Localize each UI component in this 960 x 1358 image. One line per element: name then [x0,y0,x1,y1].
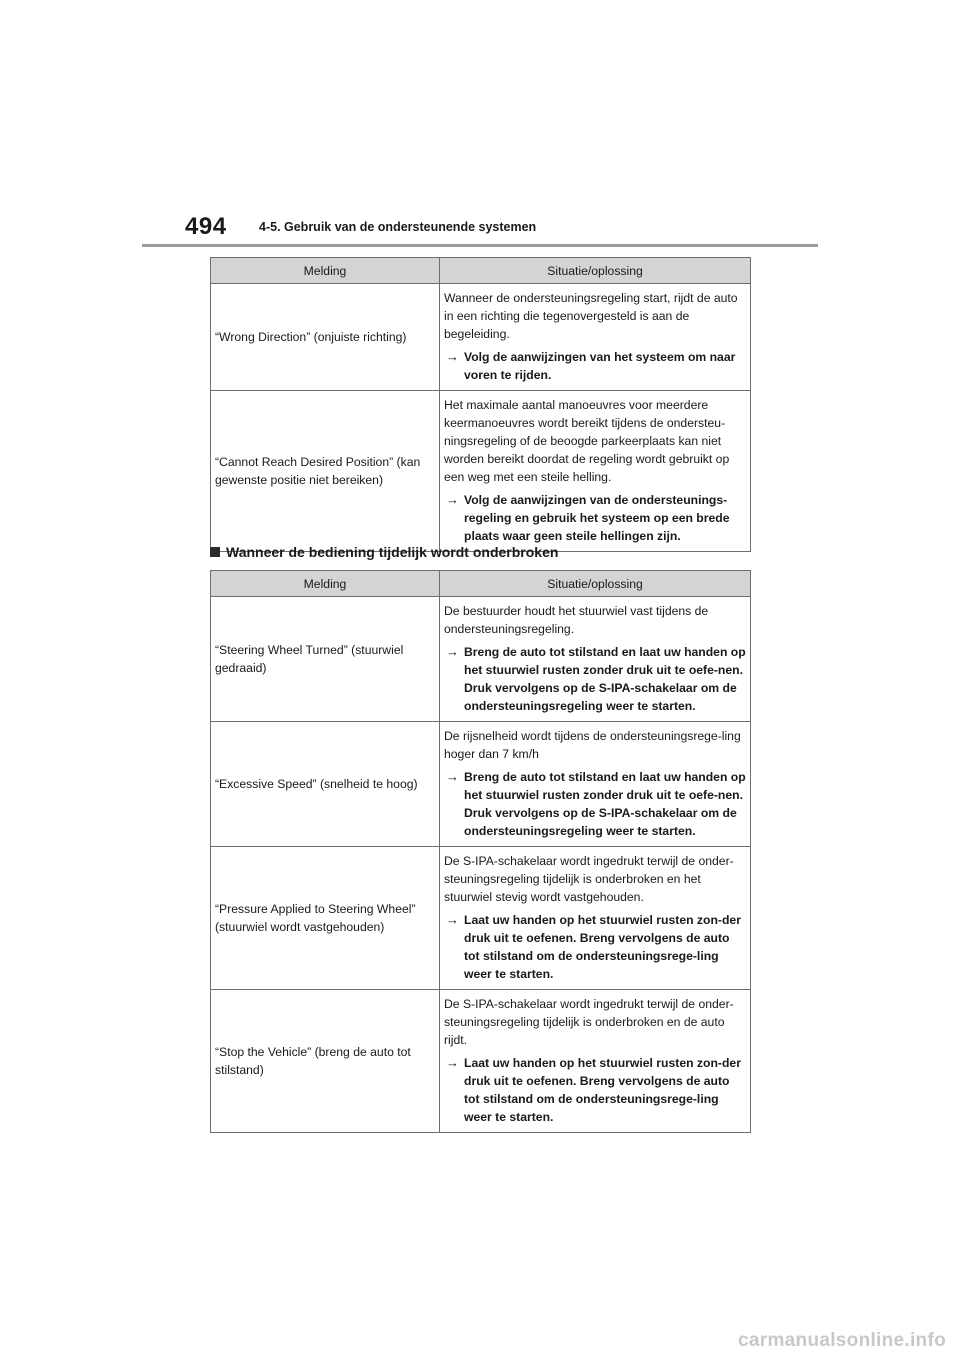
solution-text: Breng de auto tot stilstand en laat uw handen op het stuurwiel rusten zonder druk uit te oefe-nen. Druk vervolgens op de S-IPA-schakelaar om de ondersteuningsregeling weer te starten. [464,770,746,838]
message-cell: “Stop the Vehicle” (breng de auto tot stilstand) [211,990,440,1133]
arrow-right-icon: → [446,1055,459,1070]
situation-description: De S-IPA-schakelaar wordt ingedrukt terwijl de onder-steuningsregeling tijdelijk is onderbroken en de auto rijdt. [444,997,734,1047]
situation-cell [440,391,751,552]
situation-description: Het maximale aantal manoeuvres voor meerdere keermanoeuvres wordt bereikt tijdens de ondersteu-ningsregeling of de beoogde parkeerplaats kan niet worden bereikt doordat de regeling wordt gebruikt op een weg met een steile helling. [444,398,730,484]
situation-description: De S-IPA-schakelaar wordt ingedrukt terwijl de onder-steuningsregeling tijdelijk is onderbroken en het stuurwiel stevig wordt vastgehouden. [444,854,734,904]
page-number: 494 [185,213,227,240]
table-row [211,847,751,990]
solution-action [444,348,746,384]
solution-action [444,911,746,983]
messages-table-1 [210,257,751,552]
page-header [0,0,960,250]
column-header-situatie: Situatie/oplossing [440,258,751,284]
situation-cell [440,990,751,1133]
solution-text: Laat uw handen op het stuurwiel rusten zon-der druk uit te oefenen. Breng vervolgens de auto tot stilstand om de ondersteuningsrege-ling weer te starten. [464,913,741,981]
table-row [211,391,751,552]
table-row [211,722,751,847]
solution-text: Volg de aanwijzingen van de ondersteunings-regeling en gebruik het systeem op een brede plaats waar geen steile hellingen zijn. [464,493,730,543]
section-title: 4-5. Gebruik van de ondersteunende systemen [259,220,537,234]
table-header-row [211,571,751,597]
situation-cell [440,597,751,722]
table-header-row [211,258,751,284]
table-row [211,990,751,1133]
subheading-text: Wanneer de bediening tijdelijk wordt onderbroken [226,544,559,560]
solution-action [444,491,746,545]
message-cell: “Steering Wheel Turned” (stuurwiel gedraaid) [211,597,440,722]
arrow-right-icon: → [446,492,459,507]
message-cell: “Cannot Reach Desired Position” (kan gewenste positie niet bereiken) [211,391,440,552]
arrow-right-icon: → [446,349,459,364]
column-header-melding: Melding [211,571,440,597]
solution-text: Breng de auto tot stilstand en laat uw handen op het stuurwiel rusten zonder druk uit te oefe-nen. Druk vervolgens op de S-IPA-schakelaar om de ondersteuningsregeling weer te starten. [464,645,746,713]
arrow-right-icon: → [446,644,459,659]
situation-description: De bestuurder houdt het stuurwiel vast tijdens de ondersteuningsregeling. [444,604,709,636]
messages-table-2 [210,570,751,1133]
column-header-situatie: Situatie/oplossing [440,571,751,597]
header-divider [142,244,818,247]
arrow-right-icon: → [446,769,459,784]
message-cell: “Excessive Speed” (snelheid te hoog) [211,722,440,847]
square-bullet-icon [210,547,220,557]
table-row [211,597,751,722]
situation-description: De rijsnelheid wordt tijdens de ondersteuningsrege-ling hoger dan 7 km/h [444,729,741,761]
situation-cell [440,284,751,391]
situation-cell [440,722,751,847]
section-subheading [210,543,558,561]
solution-text: Volg de aanwijzingen van het systeem om naar voren te rijden. [464,350,736,382]
arrow-right-icon: → [446,912,459,927]
solution-text: Laat uw handen op het stuurwiel rusten zon-der druk uit te oefenen. Breng vervolgens de auto tot stilstand om de ondersteuningsrege-ling weer te starten. [464,1056,741,1124]
solution-action [444,643,746,715]
message-cell: “Wrong Direction” (onjuiste richting) [211,284,440,391]
message-cell: “Pressure Applied to Steering Wheel” (stuurwiel wordt vastgehouden) [211,847,440,990]
solution-action [444,1054,746,1126]
solution-action [444,768,746,840]
table-row [211,284,751,391]
situation-cell [440,847,751,990]
watermark: carmanualsonline.info [738,1330,946,1351]
situation-description: Wanneer de ondersteuningsregeling start, rijdt de auto in een richting die tegenovergesteld is aan de begeleiding. [444,291,738,341]
column-header-melding: Melding [211,258,440,284]
